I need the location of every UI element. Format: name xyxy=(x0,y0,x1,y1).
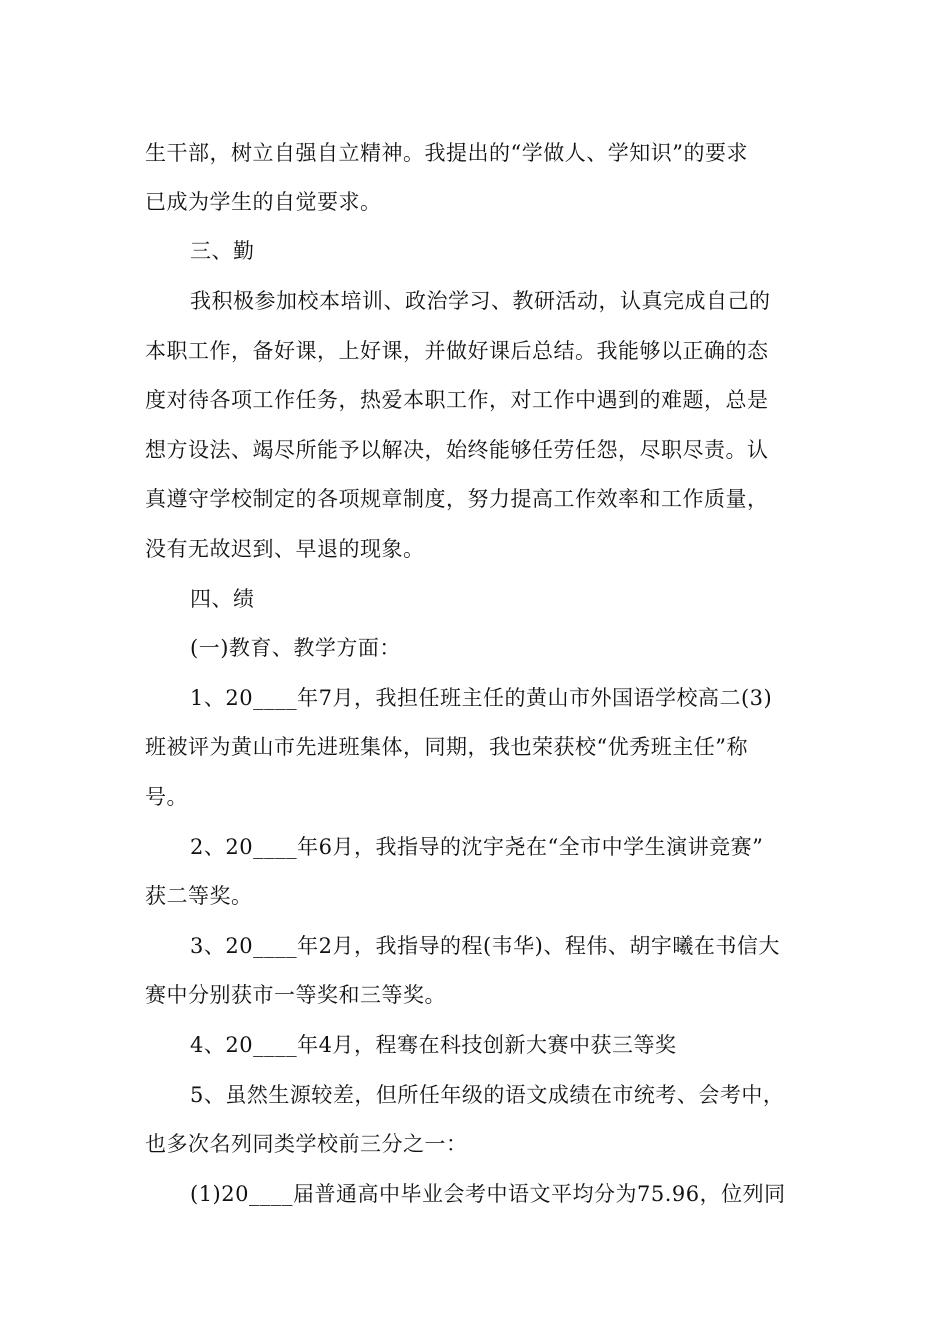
text-line: 班被评为黄山市先进班集体，同期，我也荣获校“优秀班主任”称 xyxy=(145,735,748,759)
text-line: (1)20____届普通高中毕业会考中语文平均分为75.96，位列同 xyxy=(190,1182,786,1206)
text-line: 度对待各项工作任务，热爱本职工作，对工作中遇到的难题，总是 xyxy=(145,388,769,412)
text-line: 号。 xyxy=(145,785,188,809)
section-heading: 四、绩 xyxy=(190,587,255,611)
text-line: 本职工作，备好课，上好课，并做好课后总结。我能够以正确的态 xyxy=(145,339,769,363)
text-line: 我积极参加校本培训、政治学习、教研活动，认真完成自己的 xyxy=(190,289,771,313)
text-line: 想方设法、竭尽所能予以解决，始终能够任劳任怨，尽职尽责。认 xyxy=(145,438,769,462)
text-line: 获二等奖。 xyxy=(145,884,253,908)
text-line: 生干部，树立自强自立精神。我提出的“学做人、学知识”的要求 xyxy=(145,141,748,165)
text-line: 1、20____年7月，我担任班主任的黄山市外国语学校高二(3) xyxy=(190,686,773,710)
text-line: 没有无故迟到、早退的现象。 xyxy=(145,537,425,561)
section-heading: 三、勤 xyxy=(190,239,255,263)
text-line: 5、虽然生源较差，但所任年级的语文成绩在市统考、会考中， xyxy=(190,1083,785,1107)
text-line: 真遵守学校制定的各项规章制度，努力提高工作效率和工作质量， xyxy=(145,487,769,511)
text-line: 2、20____年6月，我指导的沈宇尧在“全市中学生演讲竞赛” xyxy=(190,835,764,859)
text-line: 也多次名列同类学校前三分之一： xyxy=(145,1132,468,1156)
text-line: 4、20____年4月，程骞在科技创新大赛中获三等奖 xyxy=(190,1033,677,1057)
subsection-heading: (一)教育、教学方面： xyxy=(190,636,401,660)
text-line: 3、20____年2月，我指导的程(韦华)、程伟、胡宇曦在书信大 xyxy=(190,934,780,958)
text-line: 赛中分别获市一等奖和三等奖。 xyxy=(145,983,446,1007)
text-line: 已成为学生的自觉要求。 xyxy=(145,190,382,214)
